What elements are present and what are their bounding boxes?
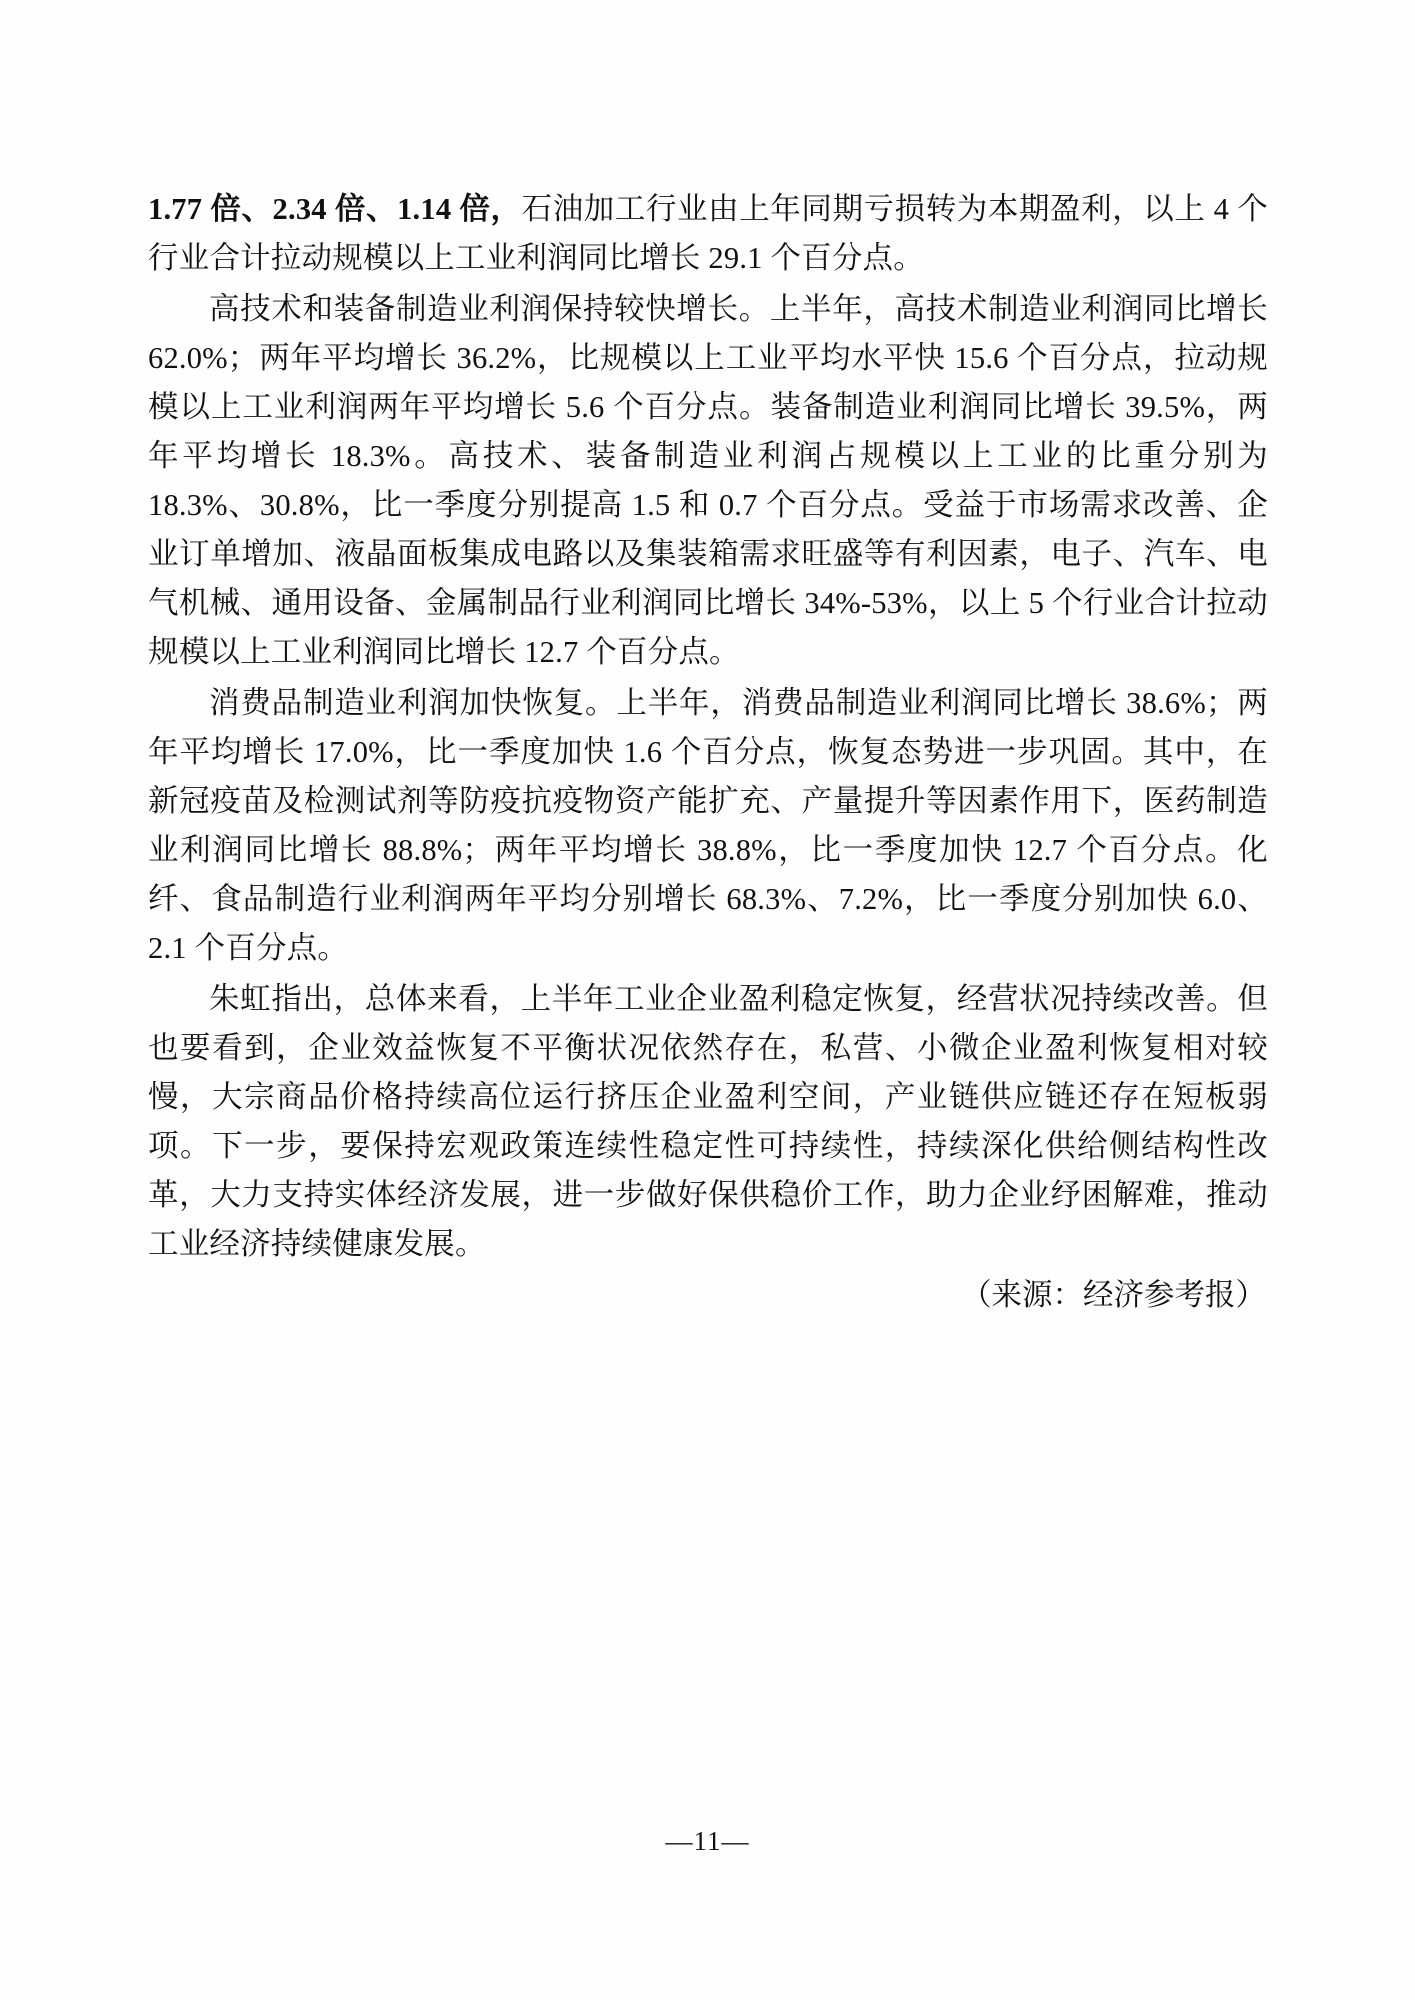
- paragraph-1: [148, 185, 1268, 283]
- paragraph-3: 消费品制造业利润加快恢复。上半年，消费品制造业利润同比增长 38.6%；两年平均增长 17.0%，比一季度加快 1.6 个百分点，恢复态势进一步巩固。其中，在新冠疫苗及检测试剂等防疫抗疫物资产能扩充、产量提升等因素作用下，医药制造业利润同比增长 88.8%；两年平均增长 38.8%，比一季度加快 12.7 个百分点。化纤、食品制造行业利润两年平均分别增长 68.3%、7.2%，比一季度分别加快 6.0、2.1 个百分点。: [148, 686, 1268, 965]
- paragraph-1-text: 石油加工行业由上年同期亏损转为本期盈利，以上 4 个行业合计拉动规模以上工业利润同比增长 29.1 个百分点。: [148, 192, 1268, 275]
- page-number: —11—: [665, 1826, 750, 1856]
- paragraph-2: 高技术和装备制造业利润保持较快增长。上半年，高技术制造业利润同比增长 62.0%；两年平均增长 36.2%，比规模以上工业平均水平快 15.6 个百分点，拉动规模以上工业利润两年平均增长 5.6 个百分点。装备制造业利润同比增长 39.5%，两年平均增长 18.3%。高技术、装备制造业利润占规模以上工业的比重分别为 18.3%、30.8%，比一季度分别提高 1.5 和 0.7 个百分点。受益于市场需求改善、企业订单增加、液晶面板集成电路以及集装箱需求旺盛等有利因素，电子、汽车、电气机械、通用设备、金属制品行业利润同比增长 34%-53%，以上 5 个行业合计拉动规模以上工业利润同比增长 12.7 个百分点。: [148, 292, 1268, 669]
- document-body: [148, 185, 1268, 1320]
- paragraph-1-lead-bold: 1.77 倍、2.34 倍、1.14 倍，: [148, 192, 522, 226]
- source-attribution: （来源：经济参考报）: [961, 1278, 1266, 1312]
- paragraph-4: 朱虹指出，总体来看，上半年工业企业盈利稳定恢复，经营状况持续改善。但也要看到，企业效益恢复不平衡状况依然存在，私营、小微企业盈利恢复相对较慢，大宗商品价格持续高位运行挤压企业盈利空间，产业链供应链还存在短板弱项。下一步，要保持宏观政策连续性稳定性可持续性，持续深化供给侧结构性改革，大力支持实体经济发展，进一步做好保供稳价工作，助力企业纾困解难，推动工业经济持续健康发展。: [148, 982, 1268, 1261]
